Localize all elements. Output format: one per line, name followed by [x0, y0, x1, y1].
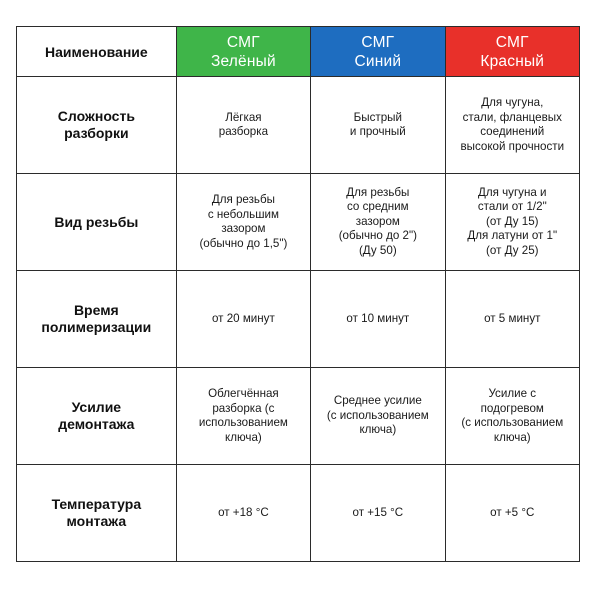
cell-line: Для резьбы: [346, 185, 410, 199]
table-row: [17, 271, 580, 368]
row-label-install-temp: [17, 465, 177, 562]
cell-line: (обычно до 2"): [338, 229, 417, 243]
product-header-red: [445, 27, 579, 77]
cell-blue-cure-time: [311, 271, 445, 368]
cell-line: (от Ду 15): [486, 214, 539, 228]
cell-red-cure-time: [445, 271, 579, 368]
cell-line: (Ду 50): [358, 243, 397, 257]
cell-blue-removal-force: [311, 368, 445, 465]
cell-line: Для латуни от 1": [467, 229, 558, 243]
row-label-line: разборки: [64, 125, 129, 141]
header-row: [17, 27, 580, 77]
cell-line: Среднее усилие: [333, 394, 422, 408]
cell-red-removal-force: [445, 368, 579, 465]
row-label-difficulty: [17, 77, 177, 174]
table-row: [17, 174, 580, 271]
cell-green-install-temp: [176, 465, 310, 562]
cell-line: стали от 1/2": [477, 200, 547, 214]
cell-line: разборка: [218, 125, 269, 138]
cell-line: стали, фланцевых: [462, 110, 562, 124]
cell-line: Облегчённая: [208, 387, 279, 400]
row-label-line: монтажа: [66, 513, 127, 529]
table-row: [17, 465, 580, 562]
row-label-line: Время: [73, 302, 119, 318]
row-label-thread-type: [17, 174, 177, 271]
row-label-line: Усилие: [71, 399, 122, 415]
cell-red-thread-type: [445, 174, 579, 271]
cell-green-removal-force: [176, 368, 310, 465]
cell-green-difficulty: [176, 77, 310, 174]
cell-line: разборка (с: [212, 401, 275, 415]
cell-line: соединений: [480, 125, 545, 138]
cell-red-install-temp: [445, 465, 579, 562]
cell-line: от 10 минут: [346, 311, 410, 325]
cell-line: от +18 °C: [218, 505, 269, 519]
cell-line: от +15 °C: [352, 505, 404, 519]
cell-blue-install-temp: [311, 465, 445, 562]
cell-green-cure-time: [176, 271, 310, 368]
header-label-cell: [17, 27, 177, 77]
cell-green-thread-type: [176, 174, 310, 271]
cell-line: от +5 °C: [490, 505, 535, 519]
table-row: [17, 368, 580, 465]
cell-line: зазором: [355, 214, 400, 228]
cell-line: ключа): [225, 430, 262, 444]
cell-red-difficulty: [445, 77, 579, 174]
row-label-line: демонтажа: [58, 416, 135, 432]
product-blue-line1: СМГ: [361, 33, 395, 51]
cell-line: (с использованием: [326, 408, 429, 422]
cell-line: от 5 минут: [484, 311, 541, 325]
cell-line: зазором: [221, 222, 266, 235]
cell-line: (обычно до 1,5"): [199, 236, 288, 250]
cell-line: Для чугуна,: [481, 96, 544, 109]
cell-blue-thread-type: [311, 174, 445, 271]
product-green-line1: СМГ: [226, 33, 260, 51]
cell-line: и прочный: [349, 125, 406, 138]
row-label-removal-force: [17, 368, 177, 465]
table-row: [17, 77, 580, 174]
row-label-line: Температура: [51, 496, 142, 512]
row-label-line: полимеризации: [41, 319, 152, 335]
product-red-line2: Красный: [480, 52, 545, 70]
cell-line: с небольшим: [207, 207, 279, 221]
cell-line: (от Ду 25): [486, 243, 539, 257]
product-red-line1: СМГ: [495, 33, 529, 51]
row-label-cure-time: [17, 271, 177, 368]
row-label-line: Вид резьбы: [54, 213, 139, 230]
row-label-line: Сложность: [57, 108, 135, 124]
cell-line: Быстрый: [353, 110, 402, 124]
cell-blue-difficulty: [311, 77, 445, 174]
product-header-green: [176, 27, 310, 77]
cell-line: Усилие с: [488, 387, 537, 400]
cell-line: использованием: [198, 416, 288, 429]
header-label: Наименование: [44, 43, 148, 60]
cell-line: от 20 минут: [211, 311, 275, 325]
cell-line: со средним: [346, 200, 409, 214]
product-green-line2: Зелёный: [210, 52, 276, 70]
comparison-table: [16, 26, 580, 562]
cell-line: ключа): [493, 430, 531, 444]
cell-line: Для резьбы: [211, 193, 275, 206]
product-blue-line2: Синий: [354, 52, 402, 70]
cell-line: подогревом: [480, 401, 544, 415]
cell-line: ключа): [359, 423, 397, 437]
cell-line: Для чугуна и: [478, 185, 547, 199]
cell-line: (с использованием: [461, 416, 564, 429]
cell-line: Лёгкая: [225, 110, 262, 124]
cell-line: высокой прочности: [460, 139, 565, 153]
product-header-blue: [311, 27, 445, 77]
